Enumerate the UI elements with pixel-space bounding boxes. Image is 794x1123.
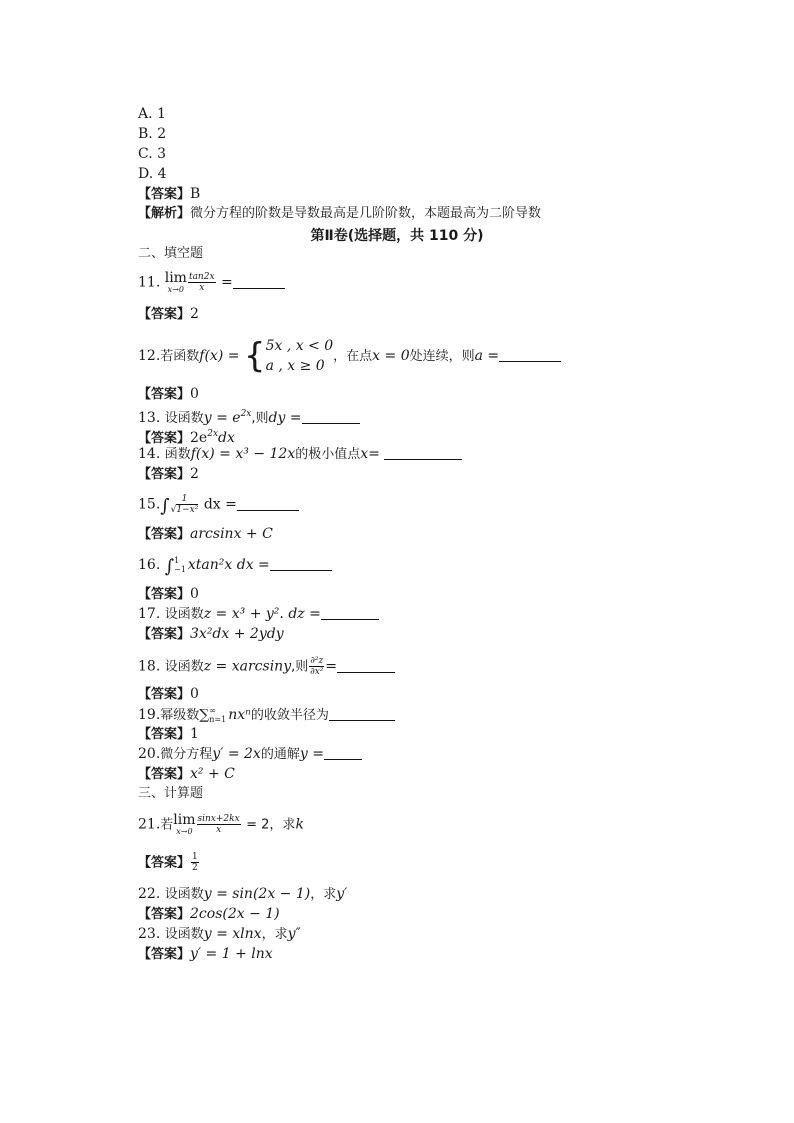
question-13: 13. 设函数$y = e^{2x}$,则dy = bbox=[138, 406, 360, 427]
question-20: 20.微分方程y′ = 2x的通解y = bbox=[138, 746, 362, 763]
answer-q13: 【答案】$2e^{2x}dx$ bbox=[138, 429, 235, 446]
analysis-q10: 【解析】微分方程的阶数是导数最高是几阶阶数，本题最高为二阶导数 bbox=[138, 206, 542, 221]
question-18: 18. 设函数z = xarcsiny,则 $\frac{\text{∂²z}}{\text{∂x²}}$ = bbox=[138, 656, 395, 677]
section-volume-title: 第Ⅱ卷(选择题，共 110 分) bbox=[310, 228, 484, 244]
option-c: C. 3 bbox=[138, 146, 167, 162]
question-23: 23. 设函数y = xlnx，求y″ bbox=[138, 926, 301, 942]
answer-q20: 【答案】x² + C bbox=[138, 766, 235, 782]
answer-q15: 【答案】arcsinx + C bbox=[138, 526, 273, 542]
answer-blank bbox=[329, 720, 395, 721]
section-calc-heading: 三、计算题 bbox=[138, 786, 204, 801]
answer-blank bbox=[237, 510, 299, 511]
question-14: 14. 函数f(x) = x³ − 12x的极小值点x= bbox=[138, 446, 462, 463]
answer-blank bbox=[233, 288, 285, 289]
question-12: 12.若函数f(x) = { 5x , x < 0 a , x ≥ 0 ，在点x = 0处连续，则a = bbox=[138, 336, 561, 376]
answer-blank bbox=[321, 619, 379, 620]
option-d: D. 4 bbox=[138, 166, 167, 182]
answer-q16: 【答案】0 bbox=[138, 586, 199, 602]
answer-q22: 【答案】2cos(2x − 1) bbox=[138, 906, 280, 922]
answer-blank bbox=[384, 459, 462, 460]
answer-q14: 【答案】2 bbox=[138, 466, 199, 482]
question-11: 11. lim x→0 $\frac{\tan 2x}{x}$ = bbox=[138, 272, 285, 294]
answer-blank bbox=[270, 570, 332, 571]
answer-blank bbox=[337, 672, 395, 673]
answer-q21: 【答案】 $\frac{1}{2}$ bbox=[138, 852, 198, 873]
answer-blank bbox=[324, 759, 362, 760]
section-fill-in-heading: 二、填空题 bbox=[138, 246, 204, 261]
answer-q12: 【答案】0 bbox=[138, 386, 199, 402]
answer-q18: 【答案】0 bbox=[138, 686, 199, 702]
question-16: 16. ∫ 1 −1 xtan²x dx = bbox=[138, 556, 332, 575]
answer-blank bbox=[499, 361, 561, 362]
answer-q19: 【答案】1 bbox=[138, 726, 199, 742]
answer-q17: 【答案】3x²dx + 2ydy bbox=[138, 626, 284, 642]
option-a: A. 1 bbox=[138, 106, 166, 122]
question-22: 22. 设函数y = sin(2x − 1)，求y′ bbox=[138, 886, 348, 902]
question-19: 19.幂级数∑ ∞ n=1 nxⁿ的收敛半径为 bbox=[138, 706, 395, 724]
answer-q11: 【答案】2 bbox=[138, 306, 199, 322]
question-17: 17. 设函数z = x³ + y². dz = bbox=[138, 606, 379, 623]
answer-q10: 【答案】B bbox=[138, 186, 201, 202]
question-21: 21.若 lim x→0 $\frac{\sin x+2kx}{x}$ = 2，求k bbox=[138, 812, 304, 836]
option-b: B. 2 bbox=[138, 126, 167, 142]
answer-blank bbox=[302, 423, 360, 424]
question-15: 15.∫ $\frac{1}{\text{√1−x²}}$ dx = bbox=[138, 494, 299, 515]
answer-q23: 【答案】y′ = 1 + lnx bbox=[138, 946, 273, 962]
